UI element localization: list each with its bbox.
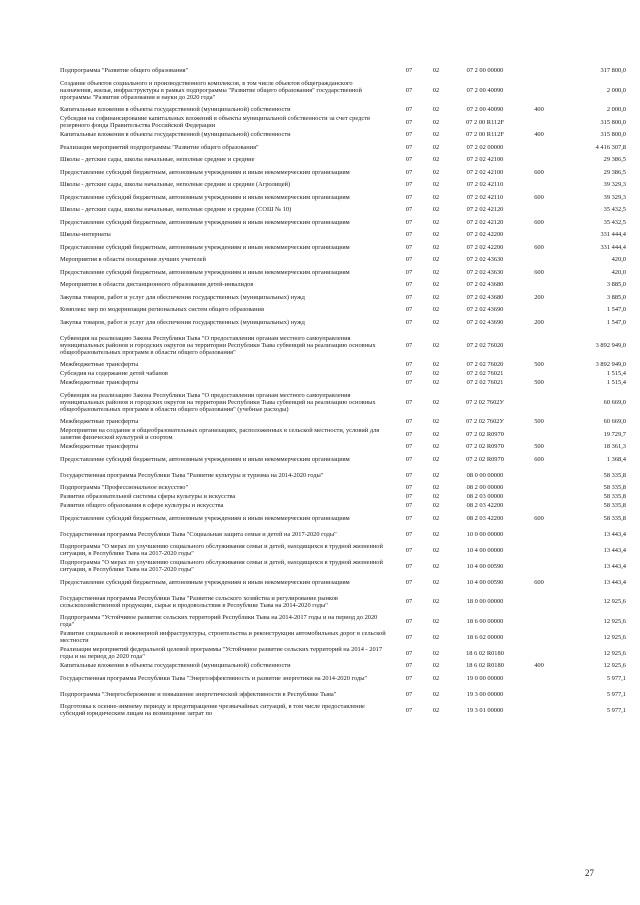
row-expense-type: 600	[534, 514, 544, 522]
row-subsection: 02	[432, 293, 440, 301]
table-row	[60, 574, 628, 590]
row-subsection: 02	[432, 493, 440, 500]
row-target-code: 07 2 02 7602У	[465, 398, 505, 406]
row-target-code: 18 6 02 R0180	[466, 649, 504, 657]
row-section: 07	[405, 484, 413, 491]
table-row	[60, 214, 628, 230]
row-name: Капитальные вложения в объекты государственной (муниципальной) собственности	[60, 662, 291, 669]
table-row	[60, 155, 628, 164]
row-expense-type: 600	[534, 268, 544, 276]
row-expense-type: 200	[534, 318, 544, 326]
row-name: Реализация мероприятий подпрограммы "Развитие общего образования"	[60, 143, 259, 151]
row-subsection: 02	[432, 706, 440, 714]
row-name: Капитальные вложения в объекты государственной (муниципальной) собственности	[60, 131, 291, 138]
row-expense-type: 600	[534, 218, 544, 226]
row-subsection: 02	[432, 268, 440, 276]
row-amount: 420,0	[611, 268, 626, 276]
row-section: 07	[405, 193, 413, 201]
table-row	[60, 305, 628, 314]
table-row	[60, 369, 628, 378]
row-target-code: 08 2 03 00000	[466, 493, 504, 500]
row-name: Предоставление субсидий бюджетным, автономным учреждениям и иным некоммерческим организациям	[60, 268, 350, 276]
row-subsection: 02	[432, 143, 440, 151]
row-section: 07	[405, 530, 413, 538]
row-section: 07	[405, 379, 413, 386]
row-section: 07	[405, 218, 413, 226]
table-row	[60, 670, 628, 686]
row-target-code: 18 6 02 R0180	[466, 662, 504, 669]
row-amount: 12 925,6	[603, 649, 626, 657]
row-amount: 3 892 949,0	[595, 361, 626, 368]
row-expense-type: 600	[534, 243, 544, 251]
row-name: Подпрограмма "О мерах по улучшению социального обслуживания семьи и детей, находящихся в трудной жизненной ситуации, в Республике Тыва на 2017-2020 годы"	[60, 559, 383, 573]
row-target-code: 08 0 00 00000	[466, 471, 504, 479]
row-target-code: 07 2 02 76020	[466, 341, 504, 349]
row-name: Подготовка к осенне-зимнему периоду и предотвращение чрезвычайных ситуаций, в том числе предоставление субсидий юридическим лицам на возмещение затрат по	[60, 703, 365, 717]
budget-table	[60, 66, 628, 718]
table-row	[60, 164, 628, 180]
row-amount: 13 443,4	[603, 530, 626, 538]
row-subsection: 02	[432, 168, 440, 176]
row-amount: 1 515,4	[606, 379, 626, 386]
row-expense-type: 400	[534, 131, 544, 138]
row-subsection: 02	[432, 502, 440, 509]
row-amount: 58 335,8	[603, 484, 626, 491]
row-amount: 12 925,6	[603, 662, 626, 669]
row-name: Субсидия на содержание детей чабанов	[60, 370, 168, 377]
row-target-code: 07 2 02 7602У	[465, 418, 505, 425]
row-subsection: 02	[432, 398, 440, 406]
row-amount: 1 547,0	[606, 318, 626, 326]
row-subsection: 02	[432, 181, 440, 188]
row-name: Субсидия на софинансирование капитальных вложений в объекты муниципальной собственности за счет средств резервного фонда Правительства Российской Федерации	[60, 115, 370, 129]
row-name: Предоставление субсидий бюджетным, автономным учреждениям и иным некоммерческим организациям	[60, 168, 350, 176]
row-section: 07	[405, 398, 413, 406]
row-amount: 60 669,0	[603, 418, 626, 425]
row-section: 07	[405, 268, 413, 276]
row-section: 07	[405, 633, 413, 641]
row-subsection: 02	[432, 430, 440, 438]
row-section: 07	[405, 493, 413, 500]
table-row	[60, 289, 628, 305]
row-target-code: 08 2 00 00000	[466, 484, 504, 491]
row-name: Школы - детские сады, школы начальные, неполные средние и средние	[60, 156, 255, 163]
table-row	[60, 378, 628, 387]
row-amount: 13 443,4	[603, 546, 626, 554]
row-target-code: 07 2 02 76021	[466, 379, 504, 386]
row-amount: 39 329,3	[603, 181, 626, 188]
row-section: 07	[405, 118, 413, 126]
table-row	[60, 467, 628, 483]
row-subsection: 02	[432, 418, 440, 425]
row-subsection: 02	[432, 471, 440, 479]
row-amount: 13 443,4	[603, 562, 626, 570]
row-section: 07	[405, 471, 413, 479]
row-name: Государственная программа Республики Тыва "Развитие сельского хозяйства и регулирование рынков сельскохозяйственной продукции, сырья и продовольствия в Республике Тыва на 2014-2020 годы"	[60, 594, 338, 609]
row-amount: 58 335,8	[603, 493, 626, 500]
row-subsection: 02	[432, 546, 440, 554]
row-expense-type: 500	[534, 418, 544, 425]
table-row	[60, 510, 628, 526]
row-section: 07	[405, 168, 413, 176]
row-expense-type: 400	[534, 662, 544, 669]
row-amount: 60 669,0	[603, 398, 626, 406]
table-row	[60, 264, 628, 280]
row-subsection: 02	[432, 690, 440, 698]
row-name: Мероприятия в области дистанционного образования детей-инвалидов	[60, 281, 254, 288]
row-name: Предоставление субсидий бюджетным, автономным учреждениям и иным некоммерческим организациям	[60, 243, 350, 251]
row-subsection: 02	[432, 598, 440, 605]
row-target-code: 07 2 02 43680	[466, 293, 504, 301]
row-expense-type: 600	[534, 578, 544, 586]
row-name: Комплекс мер по модернизации региональных систем общего образования	[60, 306, 264, 313]
row-name: Субвенция на реализацию Закона Республики Тыва "О предоставлении органам местного самоуправления муниципальных районов и городских округов на территории Республики Тыва субвенций на реализацию основных общеобразовательных программ в области общего образования" (учебные расходы)	[60, 391, 376, 413]
row-subsection: 02	[432, 118, 440, 126]
table-row	[60, 417, 628, 426]
row-subsection: 02	[432, 370, 440, 377]
table-row	[60, 189, 628, 205]
row-name: Подпрограмма "Энергосбережение и повышение энергетической эффективности в Республике Тыва"	[60, 690, 337, 698]
row-amount: 317 800,0	[600, 67, 626, 74]
row-subsection: 02	[432, 341, 440, 349]
row-target-code: 07 2 02 42200	[466, 243, 504, 251]
row-amount: 35 432,5	[603, 218, 626, 226]
row-section: 07	[405, 455, 413, 463]
row-name: Межбюджетные трансферты	[60, 443, 139, 450]
row-subsection: 02	[432, 633, 440, 641]
row-name: Подпрограмма "Развитие общего образования"	[60, 67, 189, 74]
row-target-code: 07 2 02 76021	[466, 370, 504, 377]
row-amount: 18 361,3	[603, 443, 626, 450]
table-row	[60, 483, 628, 492]
table-row	[60, 255, 628, 264]
row-subsection: 02	[432, 256, 440, 263]
row-amount: 1 547,0	[606, 306, 626, 313]
row-target-code: 07 2 00 R112F	[466, 118, 504, 126]
row-target-code: 10 4 00 00590	[466, 562, 504, 570]
row-expense-type: 600	[534, 193, 544, 201]
row-name: Создание объектов социального и производственного комплексов, в том числе объектов общегражданского назначения, жилья, инфраструктуры в рамках подпрограммы "Развитие общего образования" государственной программы "Развитие образования и науки до 2020 года"	[60, 79, 362, 101]
row-section: 07	[405, 546, 413, 554]
row-section: 07	[405, 143, 413, 151]
row-subsection: 02	[432, 206, 440, 213]
row-target-code: 18 6 00 00000	[466, 617, 504, 625]
row-section: 07	[405, 106, 413, 113]
row-amount: 3 885,0	[606, 293, 626, 301]
row-name: Закупка товаров, работ и услуг для обеспечения государственных (муниципальных) нужд	[60, 318, 305, 326]
table-row	[60, 330, 628, 360]
table-row	[60, 629, 628, 645]
row-target-code: 07 2 02 43630	[466, 268, 504, 276]
row-amount: 5 977,1	[606, 690, 626, 698]
row-amount: 13 443,4	[603, 578, 626, 586]
row-subsection: 02	[432, 455, 440, 463]
row-section: 07	[405, 443, 413, 450]
row-subsection: 02	[432, 379, 440, 386]
row-amount: 19 729,7	[603, 430, 626, 438]
row-target-code: 07 2 02 43630	[466, 256, 504, 263]
row-subsection: 02	[432, 106, 440, 113]
table-row	[60, 645, 628, 661]
table-row	[60, 130, 628, 139]
row-target-code: 07 2 02 R0970	[466, 455, 504, 463]
row-section: 07	[405, 86, 413, 94]
row-name: Подпрограмма "О мерах по улучшению социального обслуживания семьи и детей, находящихся в трудной жизненной ситуации, в Республике Тыва на 2017-2020 годы"	[60, 543, 383, 557]
row-target-code: 07 2 02 42100	[466, 156, 504, 163]
row-name: Развитие образовательной системы сферы культуры и искусства	[60, 493, 236, 500]
row-amount: 420,0	[611, 256, 626, 263]
row-target-code: 10 0 00 00000	[466, 530, 504, 538]
table-row	[60, 239, 628, 255]
row-target-code: 07 2 02 42110	[466, 193, 504, 201]
row-target-code: 08 2 03 42200	[466, 502, 504, 509]
row-target-code: 19 3 00 00000	[466, 690, 504, 698]
row-subsection: 02	[432, 156, 440, 163]
row-name: Предоставление субсидий бюджетным, автономным учреждениям и иным некоммерческим организациям	[60, 455, 350, 463]
row-name: Предоставление субсидий бюджетным, автономным учреждениям и иным некоммерческим организациям	[60, 514, 350, 522]
row-section: 07	[405, 341, 413, 349]
row-amount: 331 444,4	[600, 243, 626, 251]
row-section: 07	[405, 430, 413, 438]
row-section: 07	[405, 502, 413, 509]
row-section: 07	[405, 649, 413, 657]
row-section: 07	[405, 562, 413, 570]
row-amount: 1 368,4	[606, 455, 626, 463]
table-row	[60, 280, 628, 289]
table-row	[60, 442, 628, 451]
table-row	[60, 526, 628, 542]
row-expense-type: 600	[534, 168, 544, 176]
row-name: Предоставление субсидий бюджетным, автономным учреждениям и иным некоммерческим организациям	[60, 218, 350, 226]
row-target-code: 07 2 00 00000	[466, 67, 504, 74]
row-amount: 5 977,1	[606, 706, 626, 714]
row-target-code: 07 2 00 40090	[466, 86, 504, 94]
row-section: 07	[405, 617, 413, 625]
row-section: 07	[405, 231, 413, 238]
table-row	[60, 314, 628, 330]
row-amount: 4 416 307,8	[595, 143, 626, 151]
row-name: Государственная программа Республики Тыва "Энергоэффективность и развитие энергетики на 2014-2020 годы"	[60, 674, 368, 682]
table-row	[60, 542, 628, 558]
row-target-code: 10 4 00 00590	[466, 578, 504, 586]
row-subsection: 02	[432, 306, 440, 313]
row-section: 07	[405, 514, 413, 522]
row-name: Предоставление субсидий бюджетным, автономным учреждениям и иным некоммерческим организациям	[60, 578, 350, 586]
row-target-code: 07 2 02 43690	[466, 318, 504, 326]
row-expense-type: 500	[534, 361, 544, 368]
row-amount: 12 925,6	[603, 598, 626, 605]
row-subsection: 02	[432, 514, 440, 522]
row-name: Мероприятия в области поощрения лучших учителей	[60, 256, 206, 263]
row-subsection: 02	[432, 86, 440, 94]
table-row	[60, 360, 628, 369]
row-name: Школы - детские сады, школы начальные, неполные средние и средние (Агролицей)	[60, 181, 291, 188]
row-amount: 2 000,0	[606, 106, 626, 113]
row-name: Школы - детские сады, школы начальные, неполные средние и средние (СОШ № 10)	[60, 206, 292, 213]
row-section: 07	[405, 361, 413, 368]
row-amount: 39 329,3	[603, 193, 626, 201]
row-subsection: 02	[432, 617, 440, 625]
row-name: Межбюджетные трансферты	[60, 361, 139, 368]
row-amount: 1 515,4	[606, 370, 626, 377]
table-row	[60, 558, 628, 574]
table-row	[60, 426, 628, 442]
row-section: 07	[405, 256, 413, 263]
row-amount: 12 925,6	[603, 633, 626, 641]
row-target-code: 07 2 00 40090	[466, 106, 504, 113]
row-name: Развитие общего образования в сфере культуры и искусства	[60, 502, 224, 509]
table-row	[60, 230, 628, 239]
row-target-code: 07 2 02 R0970	[466, 443, 504, 450]
table-row	[60, 75, 628, 105]
row-target-code: 19 0 00 00000	[466, 674, 504, 682]
row-section: 07	[405, 206, 413, 213]
row-name: Реализация мероприятий федеральной целевой программы "Устойчивое развитие сельских территорий на 2014 - 2017 годы и на период до 2020 года"	[60, 646, 383, 660]
table-row	[60, 702, 628, 718]
row-amount: 29 386,5	[603, 168, 626, 176]
row-section: 07	[405, 370, 413, 377]
row-amount: 3 885,0	[606, 281, 626, 288]
row-target-code: 07 2 02 43680	[466, 281, 504, 288]
row-name: Подпрограмма "Профессиональное искусство"	[60, 484, 189, 491]
row-section: 07	[405, 674, 413, 682]
row-subsection: 02	[432, 578, 440, 586]
row-target-code: 07 2 02 42120	[466, 218, 504, 226]
row-subsection: 02	[432, 562, 440, 570]
row-name: Закупка товаров, работ и услуг для обеспечения государственных (муниципальных) нужд	[60, 293, 305, 301]
row-subsection: 02	[432, 484, 440, 491]
row-name: Государственная программа Республики Тыва "Социальная защита семьи и детей на 2017-2020 годы"	[60, 530, 337, 538]
row-name: Межбюджетные трансферты	[60, 379, 139, 386]
row-amount: 35 432,5	[603, 206, 626, 213]
row-target-code: 07 2 02 43690	[466, 306, 504, 313]
row-section: 07	[405, 281, 413, 288]
row-name: Школы-интернаты	[60, 231, 111, 238]
row-section: 07	[405, 318, 413, 326]
table-row	[60, 180, 628, 189]
row-amount: 3 892 949,0	[595, 341, 626, 349]
row-expense-type: 400	[534, 106, 544, 113]
row-subsection: 02	[432, 318, 440, 326]
row-section: 07	[405, 306, 413, 313]
row-target-code: 19 3 01 00000	[466, 706, 504, 714]
row-amount: 315 800,0	[600, 131, 626, 138]
row-target-code: 07 2 02 00000	[466, 143, 504, 151]
row-target-code: 10 4 00 00000	[466, 546, 504, 554]
row-amount: 58 335,8	[603, 502, 626, 509]
row-name: Субвенция на реализацию Закона Республики Тыва "О предоставлении органам местного самоуправления муниципальных районов и городских округов на территории Республики Тыва субвенций на реализацию основных общеобразовательных программ в области общего образования"	[60, 334, 376, 356]
row-expense-type: 500	[534, 379, 544, 386]
row-amount: 315 800,0	[600, 118, 626, 126]
row-subsection: 02	[432, 193, 440, 201]
row-name: Государственная программа Республики Тыва "Развитие культуры и туризма на 2014-2020 годы"	[60, 471, 324, 479]
page-number: 27	[585, 868, 594, 878]
row-target-code: 07 2 00 R112F	[466, 131, 504, 138]
table-row	[60, 451, 628, 467]
row-subsection: 02	[432, 649, 440, 657]
row-target-code: 08 2 03 42200	[466, 514, 504, 522]
row-name: Предоставление субсидий бюджетным, автономным учреждениям и иным некоммерческим организациям	[60, 193, 350, 201]
row-section: 07	[405, 662, 413, 669]
row-amount: 12 925,6	[603, 617, 626, 625]
row-subsection: 02	[432, 67, 440, 74]
row-expense-type: 600	[534, 455, 544, 463]
row-target-code: 07 2 02 42120	[466, 206, 504, 213]
row-target-code: 18 0 00 00000	[466, 598, 504, 605]
row-subsection: 02	[432, 530, 440, 538]
row-target-code: 07 2 02 R0970	[466, 430, 504, 438]
row-expense-type: 200	[534, 293, 544, 301]
table-row	[60, 114, 628, 130]
row-name: Развитие социальной и инженерной инфраструктуры, строительства и реконструкции автомобильных дорог в сельской местности	[60, 630, 386, 644]
row-section: 07	[405, 690, 413, 698]
row-section: 07	[405, 418, 413, 425]
table-row	[60, 501, 628, 510]
table-row	[60, 661, 628, 670]
row-section: 07	[405, 131, 413, 138]
table-row	[60, 492, 628, 501]
row-name: Мероприятия на создание в общеобразовательных организациях, расположенных в сельской местности, условий для занятия физической культурой и спортом	[60, 427, 380, 441]
table-row	[60, 686, 628, 702]
row-section: 07	[405, 578, 413, 586]
row-subsection: 02	[432, 674, 440, 682]
row-target-code: 18 6 02 00000	[466, 633, 504, 641]
row-section: 07	[405, 706, 413, 714]
row-name: Капитальные вложения в объекты государственной (муниципальной) собственности	[60, 106, 291, 113]
table-row	[60, 205, 628, 214]
row-section: 07	[405, 598, 413, 605]
row-expense-type: 500	[534, 443, 544, 450]
row-amount: 331 444,4	[600, 231, 626, 238]
row-amount: 2 000,0	[606, 86, 626, 94]
row-section: 07	[405, 67, 413, 74]
row-amount: 5 977,1	[606, 674, 626, 682]
row-subsection: 02	[432, 243, 440, 251]
row-subsection: 02	[432, 662, 440, 669]
row-target-code: 07 2 02 76020	[466, 361, 504, 368]
row-amount: 29 386,5	[603, 156, 626, 163]
row-target-code: 07 2 02 42100	[466, 168, 504, 176]
row-subsection: 02	[432, 361, 440, 368]
row-name: Подпрограмма "Устойчивое развитие сельских территорий Республики Тыва на 2014-2017 годы и на период до 2020 года"	[60, 614, 378, 628]
row-amount: 58 335,8	[603, 471, 626, 479]
table-row	[60, 387, 628, 417]
row-section: 07	[405, 181, 413, 188]
row-subsection: 02	[432, 231, 440, 238]
table-row	[60, 139, 628, 155]
table-row	[60, 613, 628, 629]
table-row	[60, 105, 628, 114]
row-name: Межбюджетные трансферты	[60, 418, 139, 425]
row-subsection: 02	[432, 131, 440, 138]
row-target-code: 07 2 02 42110	[466, 181, 504, 188]
row-subsection: 02	[432, 443, 440, 450]
row-section: 07	[405, 243, 413, 251]
row-subsection: 02	[432, 281, 440, 288]
row-section: 07	[405, 293, 413, 301]
row-target-code: 07 2 02 42200	[466, 231, 504, 238]
row-amount: 58 335,8	[603, 514, 626, 522]
row-subsection: 02	[432, 218, 440, 226]
table-row	[60, 66, 628, 75]
table-row	[60, 590, 628, 613]
row-section: 07	[405, 156, 413, 163]
